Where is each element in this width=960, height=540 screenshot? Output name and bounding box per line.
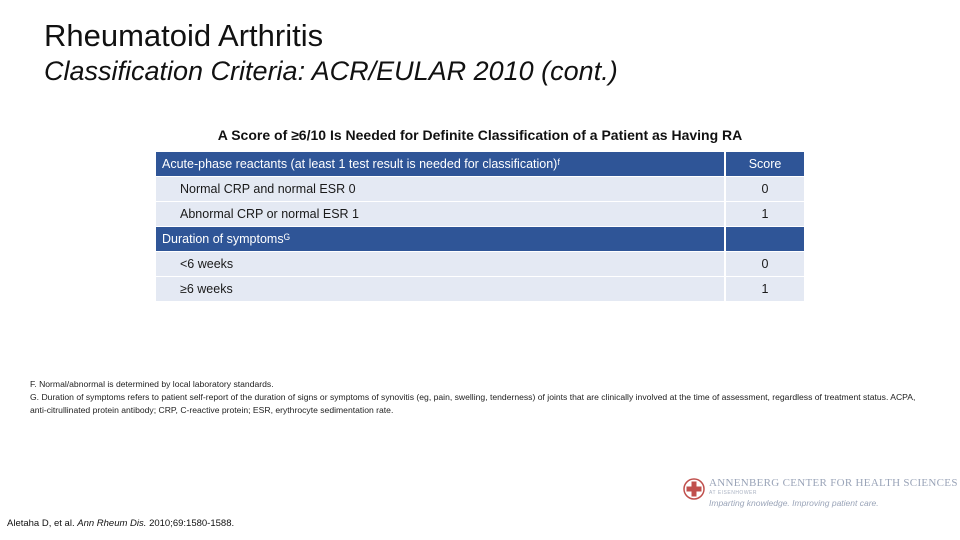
section-header-score-blank — [725, 227, 804, 252]
cross-icon — [683, 478, 705, 500]
logo-tagline: Imparting knowledge. Improving patient care. — [709, 498, 879, 508]
row-score: 0 — [725, 252, 804, 277]
footnote-g: G. Duration of symptoms refers to patient self-report of the duration of signs or symptoms of synovitis (eg, pain, swelling, tenderness) of joints that are clinically involved at the time of assessment, regardless of treatment status. ACPA, anti-citrullinated protein antibody; CRP, C-reactive protein; ESR, erythrocyte sedimentation rate. — [30, 392, 916, 415]
citation-authors: Aletaha D, et al. — [7, 518, 75, 529]
section-header-duration: Duration of symptomsᴳ — [156, 227, 725, 252]
row-score: 0 — [725, 177, 804, 202]
citation — [7, 518, 234, 529]
row-score: 1 — [725, 277, 804, 302]
row-label: ≥6 weeks — [156, 277, 725, 302]
logo-name: ANNENBERG CENTER FOR HEALTH SCIENCES — [709, 477, 958, 489]
table-section-header — [156, 227, 804, 252]
score-column-header: Score — [725, 152, 804, 177]
citation-details: 2010;69:1580-1588. — [149, 518, 235, 529]
table-row — [156, 202, 804, 227]
row-label: Normal CRP and normal ESR 0 — [156, 177, 725, 202]
annenberg-logo — [683, 475, 958, 511]
criteria-table — [156, 152, 804, 302]
table-section-header — [156, 152, 804, 177]
footnotes — [30, 378, 930, 417]
slide-title: Rheumatoid Arthritis — [44, 18, 324, 53]
table-row — [156, 177, 804, 202]
footnote-f: F. Normal/abnormal is determined by local laboratory standards. — [30, 379, 274, 389]
table-row — [156, 277, 804, 302]
citation-journal: Ann Rheum Dis. — [77, 518, 147, 529]
row-label: Abnormal CRP or normal ESR 1 — [156, 202, 725, 227]
row-score: 1 — [725, 202, 804, 227]
table-title: A Score of ≥6/10 Is Needed for Definite Classification of a Patient as Having RA — [217, 127, 743, 143]
row-label: <6 weeks — [156, 252, 725, 277]
section-header-acute-phase: Acute-phase reactants (at least 1 test result is needed for classification)ᶠ — [156, 152, 725, 177]
logo-subtitle: AT EISENHOWER — [709, 490, 757, 496]
table-row — [156, 252, 804, 277]
slide-subtitle: Classification Criteria: ACR/EULAR 2010 (cont.) — [44, 56, 618, 86]
